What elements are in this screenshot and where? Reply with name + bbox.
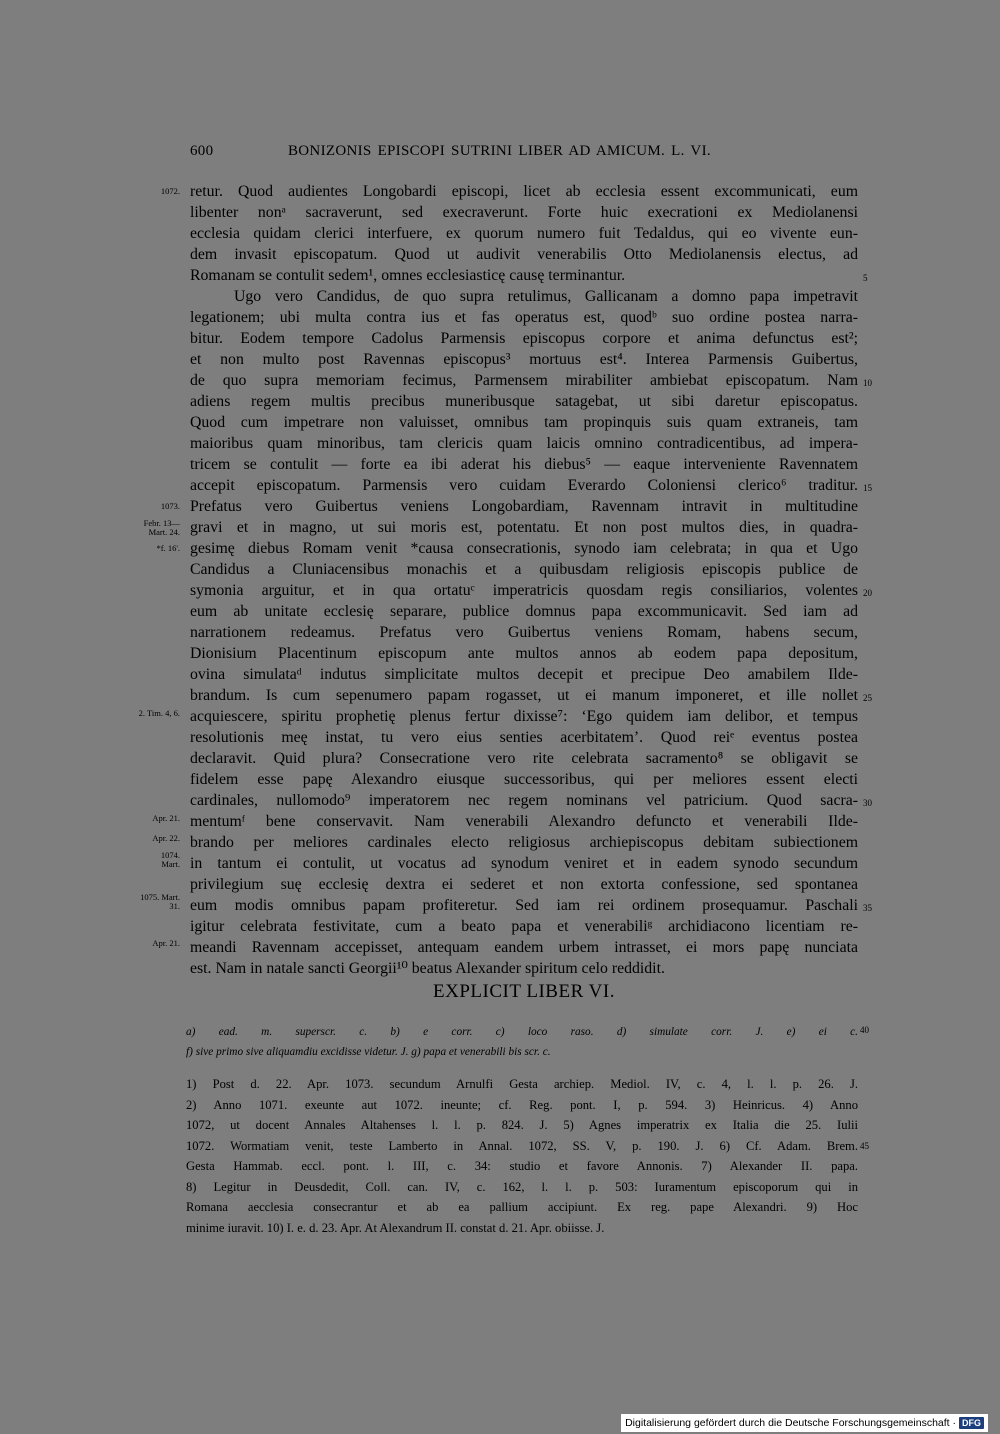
margin-note: 1075. Mart. 31. <box>140 892 180 911</box>
line-number: 10 <box>863 378 872 388</box>
page-number: 600 <box>190 143 214 159</box>
main-text <box>190 181 858 979</box>
footnote-line: 2) Anno 1071. exeunte aut 1072. ineunte; cf. Reg. pont. I, p. 594. 3) Heinricus. 4) Anno <box>186 1097 858 1112</box>
margin-note: 1073. <box>160 501 180 511</box>
text-line: Prefatus vero Guibertus veniens Longobardiam, Ravennam intravit in multitudine <box>190 498 858 515</box>
line-number: 5 <box>863 273 868 283</box>
text-line: dem invasit episcopatum. Quod ut audivit venerabilis Otto Mediolanensis electus, ad <box>190 246 858 263</box>
text-line: maioribus quam minoribus, tam clericis quam laicis omnino contradicentibus, ad impera- <box>190 435 858 452</box>
text-line: et non multo post Ravennas episcopus³ mortuus est⁴. Interea Parmensis Guibertus, <box>190 351 858 368</box>
text-line: resolutionis meę instat, tu vero eius senties acerbitatem’. Quod reiᵉ eventus postea <box>190 729 858 746</box>
text-line: libenter nonᵃ sacraverunt, sed execraverunt. Forte huic execrationi ex Mediolanensi <box>190 204 858 221</box>
text-line: fidelem esse papę Alexandro eiusque successoribus, qui per meliores essent electi <box>190 771 858 788</box>
text-line: narrationem redeamus. Prefatus vero Guibertus veniens Romam, habens secum, <box>190 624 858 641</box>
text-line: gesimę diebus Romam venit *causa consecrationis, synodo iam celebrata; in qua et Ugo <box>190 540 858 557</box>
text-line: legationem; ubi multa contra ius et fas operatus est, quodᵇ suo ordine postea narra- <box>190 309 858 326</box>
footnote-line: 8) Legitur in Deusdedit, Coll. can. IV, c. 162, l. l. p. 503: Iuramentum episcoporum qui in <box>186 1179 858 1194</box>
page-header <box>190 143 857 165</box>
text-line: eum ab unitate ecclesię separare, publice domnus papa excommunicavit. Sed iam ad <box>190 603 858 620</box>
text-line: ecclesia quidam clerici interfuere, ex quorum numero fuit Tedaldus, qui eo vivente eun- <box>190 225 858 242</box>
text-line: ovina simulataᵈ indutus simplicitate multos decepit et precipue Deo amabilem Ilde- <box>190 666 858 683</box>
text-line: de quo supra memoriam fecimus, Parmensem mirabiliter ambiebat episcopatum. Nam <box>190 372 858 389</box>
text-line: brando per meliores cardinales electo religiosus archiepiscopus debitam subiectionem <box>190 834 858 851</box>
credit-text: Digitalisierung gefördert durch die Deutsche Forschungsgemeinschaft · <box>625 1417 956 1429</box>
text-line: Quod cum impetrare non valuisset, omnibus tam propinquis suis quam extraneis, tam <box>190 414 858 431</box>
text-line: acquiescere, spiritu prophetię plenus fertur dixisse⁷: ‘Ego quidem iam delibor, et tempus <box>190 708 858 725</box>
text-line: retur. Quod audientes Longobardi episcopi, licet ab ecclesia essent excommunicati, eum <box>190 183 858 200</box>
explicit-heading: EXPLICIT LIBER VI. <box>433 981 615 1002</box>
line-number: 15 <box>863 483 872 493</box>
footnote-line: minime iuravit. 10) I. e. d. 23. Apr. At Alexandrum II. constat d. 21. Apr. obiisse. J. <box>186 1220 605 1235</box>
text-line: Ugo vero Candidus, de quo supra retulimus, Gallicanam a domno papa impetravit <box>234 288 858 305</box>
footnote-line: 1072. Wormatiam venit, teste Lamberto in Annal. 1072, SS. V, p. 190. J. 6) Cf. Adam. Brem. <box>186 1138 858 1153</box>
footnote-line: 1) Post d. 22. Apr. 1073. secundum Arnulfi Gesta archiep. Mediol. IV, c. 4, l. l. p. 26. J. <box>186 1077 858 1091</box>
margin-note: *f. 16'. <box>156 543 180 553</box>
margin-note: Apr. 22. <box>152 833 180 843</box>
critical-apparatus <box>186 1022 858 1062</box>
apparatus-line: a) ead. m. superscr. c. b) e corr. c) loco raso. d) simulate corr. J. e) ei c. <box>186 1026 858 1038</box>
text-line: cardinales, nullomodo⁹ imperatorem nec regem nominans vel patricium. Quod sacra- <box>190 792 858 809</box>
text-line: tricem se contulit — forte ea ibi aderat his diebus⁵ — eaque interveniente Ravennatem <box>190 456 858 473</box>
line-number: 40 <box>860 1025 869 1035</box>
margin-note: 1074. Mart. <box>160 850 180 869</box>
line-number: 30 <box>863 798 872 808</box>
text-line: est. Nam in natale sancti Georgii¹⁰ beatus Alexander spiritum celo reddidit. <box>190 960 665 977</box>
text-line: Candidus a Cluniacensibus monachis et a quibusdam religiosis episcopis publice de <box>190 561 858 578</box>
line-number: 25 <box>863 693 872 703</box>
text-line: eum modis omnibus papam profiteretur. Sed iam rei ordinem prosequamur. Paschali <box>190 897 858 914</box>
line-number: 20 <box>863 588 872 598</box>
text-line: brandum. Is cum sepenumero papam rogasset, ut ei manum imponeret, et ille nollet <box>190 687 858 704</box>
text-line: mentumᶠ bene conservavit. Nam venerabili Alexandro defuncto et venerabili Ilde- <box>190 813 858 830</box>
dfg-logo: DFG <box>959 1417 984 1429</box>
text-line: Dionisium Placentinum episcopum ante multos annos ab eodem papa depositum, <box>190 645 858 662</box>
line-number: 35 <box>863 903 872 913</box>
footnote-line: 1072, ut docent Annales Altahenses l. l. p. 824. J. 5) Agnes imperatrix ex Italia die 25. Iulii <box>186 1118 858 1132</box>
text-line: meandi Ravennam accepisset, antequam eandem urbem intrasset, ei mors papę nunciata <box>190 939 858 956</box>
digitization-credit <box>621 1414 988 1432</box>
text-line: gravi et in magno, ut sui moris est, potentatu. Et non post multos dies, in quadra- <box>190 519 858 536</box>
margin-note: 1072. <box>160 186 180 196</box>
text-line: declaravit. Quid plura? Consecratione vero rite celebrata sacramento⁸ se obligavit se <box>190 750 858 767</box>
footnote-line: Gesta Hammab. eccl. pont. l. III, c. 34: studio et favore Annonis. 7) Alexander II. papa. <box>186 1159 858 1173</box>
text-line: accepit episcopatum. Parmensis vero cuidam Everardo Coloniensi clerico⁶ traditur. <box>190 477 858 494</box>
text-line: in tantum ei contulit, ut vocatus ad synodum veniret et in eadem synodo secundum <box>190 855 858 872</box>
apparatus-line: f) sive primo sive aliquamdiu excidisse videtur. J. g) papa et venerabili bis scr. c. <box>186 1046 551 1058</box>
text-line: igitur celebrata festivitate, cum a beato papa et venerabiliᵍ archidiacono licentiam re- <box>190 918 858 935</box>
margin-note: Febr. 13— Mart. 24. <box>143 518 180 537</box>
text-line: Romanam se contulit sedem¹, omnes ecclesiasticę causę terminantur. <box>190 267 626 284</box>
footnote-line: Romana aecclesia consecrantur et ab ea pallium accipiunt. Ex reg. pape Alexandri. 9) Hoc <box>186 1200 858 1214</box>
text-line: symonia arguitur, et in qua ortatuᶜ imperatricis quosdam regis consiliarios, volentes <box>190 582 858 599</box>
text-line: privilegium suę ecclesię dextra ei sederet et non extorta confessione, sed spontanea <box>190 876 858 893</box>
margin-note: 2. Tim. 4, 6. <box>138 708 180 718</box>
running-title: BONIZONIS EPISCOPI SUTRINI LIBER AD AMICUM. L. VI. <box>288 143 711 159</box>
text-line: adiens regem multis precibus muneribusque satagebat, ut sibi daretur episcopatus. <box>190 393 858 410</box>
margin-note: Apr. 21. <box>152 813 180 823</box>
text-line: bitur. Eodem tempore Cadolus Parmensis episcopus corpore et anima defunctus est²; <box>190 330 858 347</box>
margin-note: Apr. 21. <box>152 938 180 948</box>
line-number: 45 <box>860 1141 869 1151</box>
footnotes <box>186 1074 858 1238</box>
